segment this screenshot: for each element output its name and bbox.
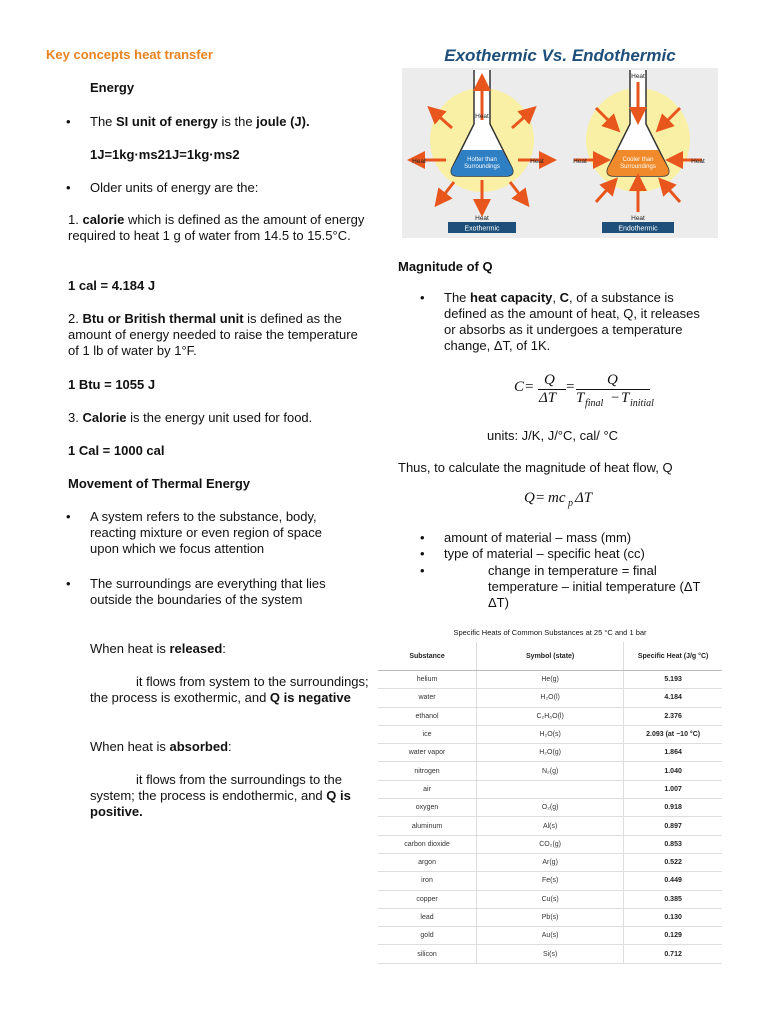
svg-text:Heat: Heat: [631, 73, 645, 80]
table-cell: H₂O(l): [477, 689, 624, 707]
table-cell: 0.897: [624, 817, 722, 835]
svg-text:Cooler than: Cooler than: [622, 157, 654, 163]
table-cell: Au(s): [477, 927, 624, 945]
table-cell: water vapor: [378, 744, 477, 762]
table-cell: 0.385: [624, 890, 722, 908]
table-cell: iron: [378, 872, 477, 890]
table-cell: oxygen: [378, 799, 477, 817]
table-cell: O₂(g): [477, 799, 624, 817]
table-row: [378, 817, 722, 835]
table-cell: 5.193: [624, 671, 722, 689]
svg-text:Heat: Heat: [475, 113, 489, 120]
table-cell: Fe(s): [477, 872, 624, 890]
table-row: [378, 689, 722, 707]
table-cell: CO₂(g): [477, 835, 624, 853]
table-cell: Si(s): [477, 945, 624, 963]
table-row: [378, 780, 722, 798]
table-cell: 0.449: [624, 872, 722, 890]
heat-capacity-formula: C = Q ΔT = Q T final − T initial: [514, 372, 654, 409]
svg-text:Surroundings: Surroundings: [464, 164, 500, 170]
svg-text:Heat: Heat: [691, 158, 705, 165]
column-header: Symbol (state): [477, 642, 624, 671]
table-cell: silicon: [378, 945, 477, 963]
table-cell: He(g): [477, 671, 624, 689]
table-cell: nitrogen: [378, 762, 477, 780]
svg-text:Surroundings: Surroundings: [620, 164, 656, 170]
endothermic-label: Endothermic: [618, 225, 658, 233]
table-cell: Ar(g): [477, 853, 624, 871]
table-cell: 0.853: [624, 835, 722, 853]
table-cell: 0.522: [624, 853, 722, 871]
svg-text:Heat: Heat: [573, 158, 587, 165]
svg-text:Heat: Heat: [412, 158, 426, 165]
exo-endo-diagram: [400, 46, 720, 238]
column-header: Specific Heat (J/g °C): [624, 642, 722, 671]
table-cell: copper: [378, 890, 477, 908]
table-cell: 2.376: [624, 707, 722, 725]
thus-line: Thus, to calculate the magnitude of heat flow, Q: [398, 460, 673, 475]
diagram-title: Exothermic Vs. Endothermic: [444, 46, 676, 65]
specific-heat-table: [378, 626, 722, 962]
table-cell: ethanol: [378, 707, 477, 725]
heat-flow-formula: Q = mc p ΔT: [524, 490, 593, 509]
table-cell: argon: [378, 853, 477, 871]
table-row: [378, 671, 722, 689]
table-cell: 1.007: [624, 780, 722, 798]
table-cell: ice: [378, 725, 477, 743]
svg-text:Hotter than: Hotter than: [467, 157, 497, 163]
table-row: [378, 707, 722, 725]
table-row: [378, 927, 722, 945]
table-cell: 4.184: [624, 689, 722, 707]
table-cell: air: [378, 780, 477, 798]
table-row: [378, 908, 722, 926]
table-cell: 0.918: [624, 799, 722, 817]
cal-equation: 1 cal = 4.184 J: [68, 278, 156, 293]
absorbed-heading: When heat is absorbed:: [90, 739, 232, 754]
table-row: [378, 725, 722, 743]
endothermic-flask-group: [573, 70, 705, 233]
table-cell: carbon dioxide: [378, 835, 477, 853]
document-heading: Key concepts heat transfer: [46, 47, 213, 62]
magnitude-heading: Magnitude of Q: [398, 259, 493, 274]
calorie-definition: 1. calorie which is defined as the amount of energy required to heat 1 g of water from 14.5 to 15.5°C.: [68, 212, 365, 243]
absorbed-description: it flows from the surroundings to the system; the process is endothermic, and Q is positive.: [90, 772, 351, 819]
table-cell: H₂O(g): [477, 744, 624, 762]
table-cell: Al(s): [477, 817, 624, 835]
svg-text:Heat: Heat: [475, 215, 489, 222]
movement-heading: Movement of Thermal Energy: [68, 476, 251, 491]
table-cell: helium: [378, 671, 477, 689]
btu-equation: 1 Btu = 1055 J: [68, 377, 156, 392]
joule-definition: 1J=1kg·ms21J=1kg·ms2: [90, 147, 240, 162]
table-cell: Pb(s): [477, 908, 624, 926]
units-line: units: J/K, J/°C, cal/ °C: [487, 428, 619, 443]
table-row: [378, 744, 722, 762]
table-row: [378, 872, 722, 890]
table-row: [378, 945, 722, 963]
table-row: [378, 762, 722, 780]
food-calorie-definition: 3. Calorie is the energy unit used for food.: [68, 410, 313, 425]
energy-heading: Energy: [90, 80, 135, 95]
table-grid: [378, 642, 722, 964]
table-row: [378, 890, 722, 908]
table-cell: gold: [378, 927, 477, 945]
svg-text:Heat: Heat: [530, 158, 544, 165]
table-cell: 0.712: [624, 945, 722, 963]
table-row: [378, 853, 722, 871]
table-cell: 2.093 (at −10 °C): [624, 725, 722, 743]
table-cell: [477, 780, 624, 798]
btu-definition: 2. Btu or British thermal unit is defined as the amount of energy needed to raise the temperature of 1 lb of water by 1°F.: [68, 311, 358, 358]
svg-text:Heat: Heat: [631, 215, 645, 222]
exothermic-label: Exothermic: [464, 225, 500, 233]
table-cell: 1.040: [624, 762, 722, 780]
table-row: [378, 835, 722, 853]
table-cell: H₂O(s): [477, 725, 624, 743]
diagram-panel: [402, 68, 718, 238]
table-cell: 1.864: [624, 744, 722, 762]
table-row: [378, 799, 722, 817]
table-cell: lead: [378, 908, 477, 926]
table-cell: aluminum: [378, 817, 477, 835]
column-header: Substance: [378, 642, 477, 671]
table-cell: Cu(s): [477, 890, 624, 908]
table-cell: C₂H₆O(l): [477, 707, 624, 725]
table-cell: water: [378, 689, 477, 707]
exothermic-flask-group: [412, 70, 548, 233]
table-title: Specific Heats of Common Substances at 25 °C and 1 bar: [453, 628, 647, 637]
table-cell: N₂(g): [477, 762, 624, 780]
food-calorie-equation: 1 Cal = 1000 cal: [68, 443, 165, 458]
table-cell: 0.130: [624, 908, 722, 926]
released-heading: When heat is released:: [90, 641, 226, 656]
table-cell: 0.129: [624, 927, 722, 945]
diagram-illustration: [402, 68, 718, 238]
released-description: it flows from system to the surroundings; the process is exothermic, and Q is negative: [90, 674, 369, 705]
